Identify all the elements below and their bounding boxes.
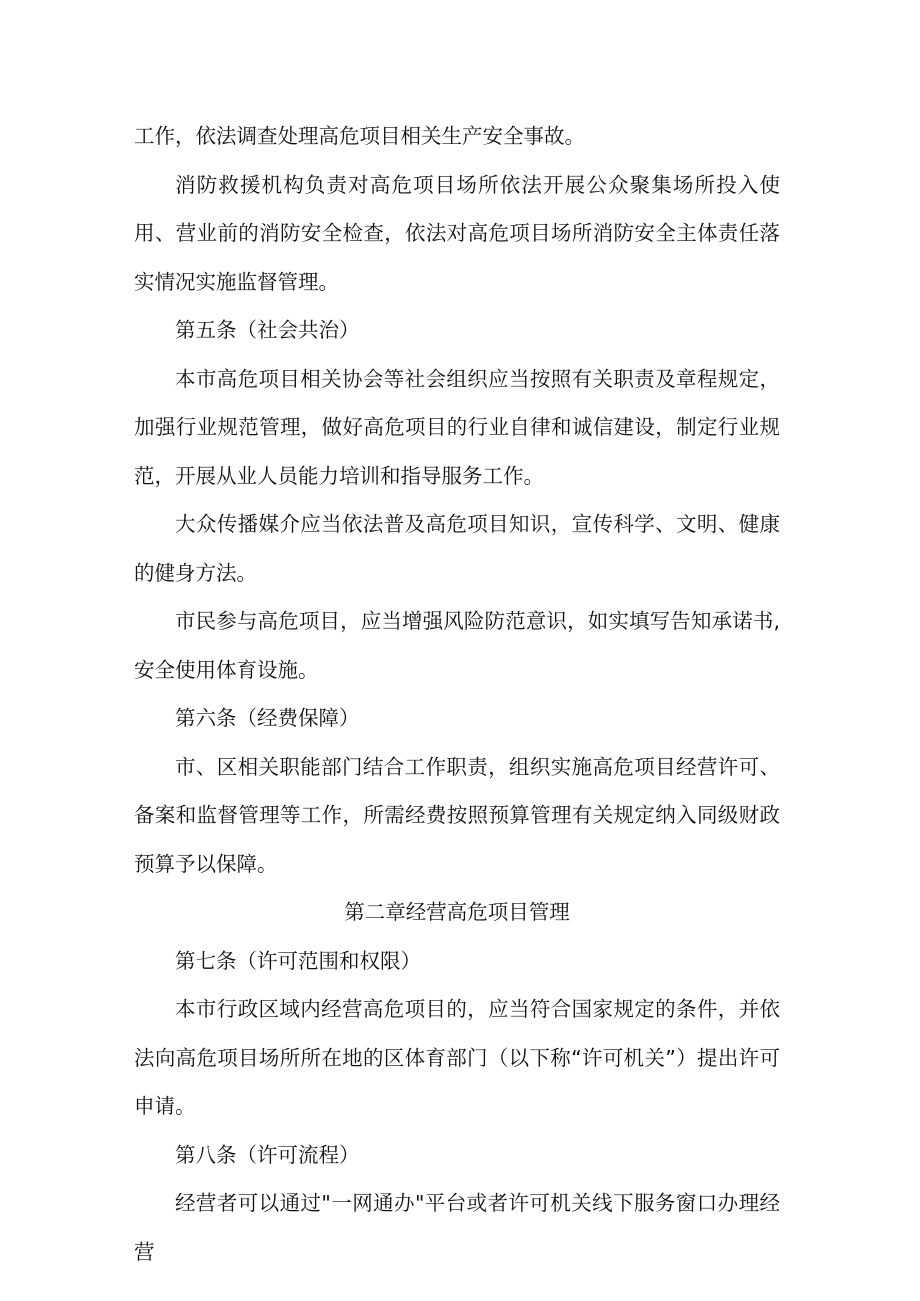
paragraph-citizens: 市民参与高危项目，应当增强风险防范意识，如实填写告知承诺书,安全使用体育设施。 (134, 609, 780, 682)
document-page (134, 112, 780, 1276)
article-7-heading: 第七条（许可范围和权限） (175, 948, 421, 973)
chapter-2-heading: 第二章经营高危项目管理 (344, 900, 570, 924)
paragraph-license-process: 经营者可以通过"一网通办"平台或者许可机关线下服务窗口办理经营 (134, 1191, 780, 1264)
paragraph-media: 大众传播媒介应当依法普及高危项目知识，宣传科学、文明、健康的健身方法。 (134, 512, 780, 585)
article-6-heading: 第六条（经费保障） (175, 706, 360, 730)
paragraph-associations: 本市高危项目相关协会等社会组织应当按照有关职责及章程规定，加强行业规范管理，做好高危项目的行业自律和诚信建设，制定行业规范，开展从业人员能力培训和指导服务工作。 (134, 366, 780, 488)
article-8-heading: 第八条（许可流程） (175, 1142, 360, 1167)
article-5-heading: 第五条（社会共治） (175, 318, 360, 342)
paragraph-funding: 市、区相关职能部门结合工作职责，组织实施高危项目经营许可、备案和监督管理等工作，所需经费按照预算管理有关规定纳入同级财政预算予以保障。 (134, 754, 780, 876)
paragraph-fire-rescue: 消防救援机构负责对高危项目场所依法开展公众聚集场所投入使用、营业前的消防安全检查，依法对高危项目场所消防安全主体责任落实情况实施监督管理。 (134, 172, 780, 294)
paragraph-license-scope: 本市行政区域内经营高危项目的，应当符合国家规定的条件，并依法向高危项目场所所在地的区体育部门（以下称“许可机关”）提出许可申请。 (134, 997, 780, 1118)
paragraph-continuation: 工作，依法调查处理高危项目相关生产安全事故。 (134, 124, 585, 148)
